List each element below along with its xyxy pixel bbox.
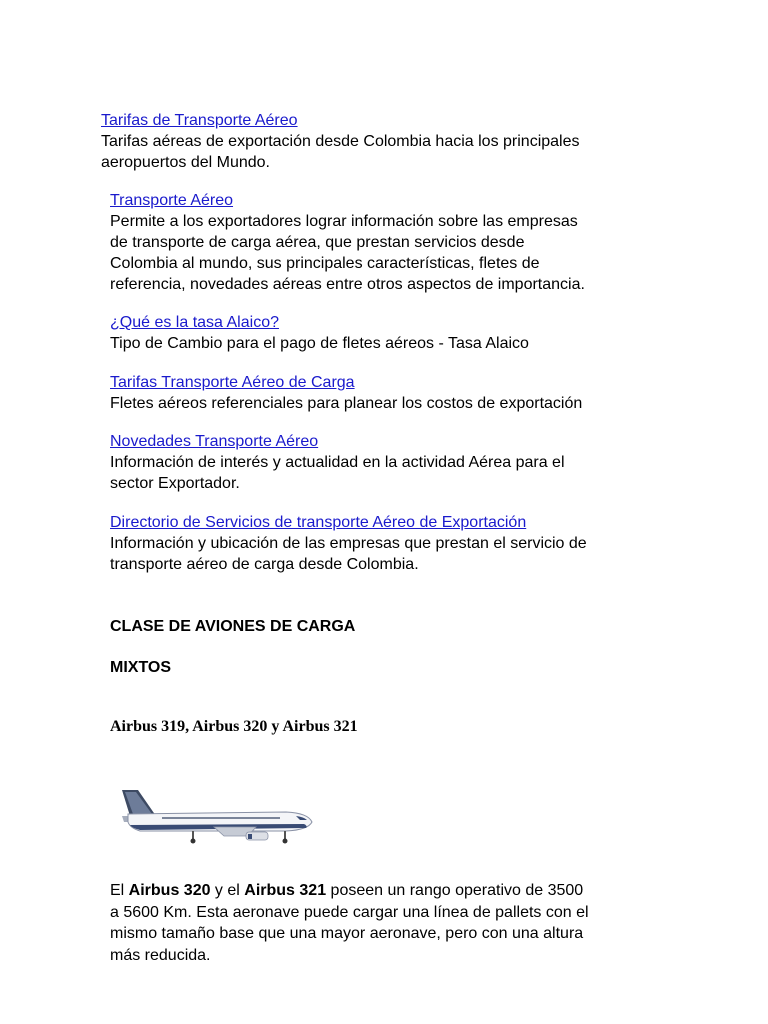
link-tarifas-transporte-aereo-carga[interactable]: Tarifas Transporte Aéreo de Carga: [110, 374, 355, 391]
para-line-2: a 5600 Km. Esta aeronave puede cargar una línea de pallets con el: [110, 903, 589, 921]
text-segment: El: [110, 882, 129, 899]
airplane-image: [116, 786, 316, 848]
section-tarifas-transporte-aereo: [101, 111, 580, 173]
heading-clase-aviones: CLASE DE AVIONES DE CARGA: [110, 618, 356, 635]
desc-line: Información de interés y actualidad en la actividad Aérea para el: [110, 454, 565, 471]
desc-line: transporte aéreo de carga desde Colombia.: [110, 556, 419, 573]
desc-line: Tarifas aéreas de exportación desde Colombia hacia los principales: [101, 133, 580, 150]
desc-line: Información y ubicación de las empresas que prestan el servicio de: [110, 535, 587, 552]
link-tarifas-transporte-aereo[interactable]: Tarifas de Transporte Aéreo: [101, 112, 298, 129]
desc-line: aeropuertos del Mundo.: [101, 154, 270, 171]
airbus-321-bold: Airbus 321: [244, 882, 327, 899]
section-transporte-aereo: [110, 191, 585, 295]
heading-mixtos: MIXTOS: [110, 659, 172, 676]
desc-line: Tipo de Cambio para el pago de fletes aéreos - Tasa Alaico: [110, 335, 529, 352]
desc-line: de transporte de carga aérea, que prestan servicios desde: [110, 234, 525, 251]
link-tasa-alaico[interactable]: ¿Qué es la tasa Alaico?: [110, 314, 279, 331]
desc-line: referencia, novedades aéreas entre otros aspectos de importancia.: [110, 276, 585, 293]
section-directorio: [110, 513, 587, 575]
section-tarifas-carga: [110, 373, 582, 414]
desc-line: Colombia al mundo, sus principales características, fletes de: [110, 255, 540, 272]
para-line-1: [110, 880, 670, 902]
section-tasa-alaico: [110, 313, 529, 354]
link-transporte-aereo[interactable]: Transporte Aéreo: [110, 192, 234, 209]
section-novedades: [110, 432, 565, 494]
desc-line: Permite a los exportadores lograr información sobre las empresas: [110, 213, 578, 230]
text-segment: y el: [210, 882, 245, 899]
desc-line: Fletes aéreos referenciales para planear los costos de exportación: [110, 395, 583, 412]
desc-line: sector Exportador.: [110, 475, 240, 492]
para-line-3: mismo tamaño base que una mayor aeronave, pero con una altura: [110, 925, 584, 942]
para-line-4: más reducida.: [110, 946, 211, 964]
airbus-description: [110, 880, 670, 966]
text-segment: poseen un rango operativo de 3500: [326, 882, 584, 899]
link-novedades-transporte-aereo[interactable]: Novedades Transporte Aéreo: [110, 433, 319, 450]
link-directorio-servicios[interactable]: Directorio de Servicios de transporte Aéreo de Exportación: [110, 514, 527, 531]
airbus-320-bold: Airbus 320: [128, 882, 211, 899]
aircraft-title: Airbus 319, Airbus 320 y Airbus 321: [110, 718, 358, 735]
